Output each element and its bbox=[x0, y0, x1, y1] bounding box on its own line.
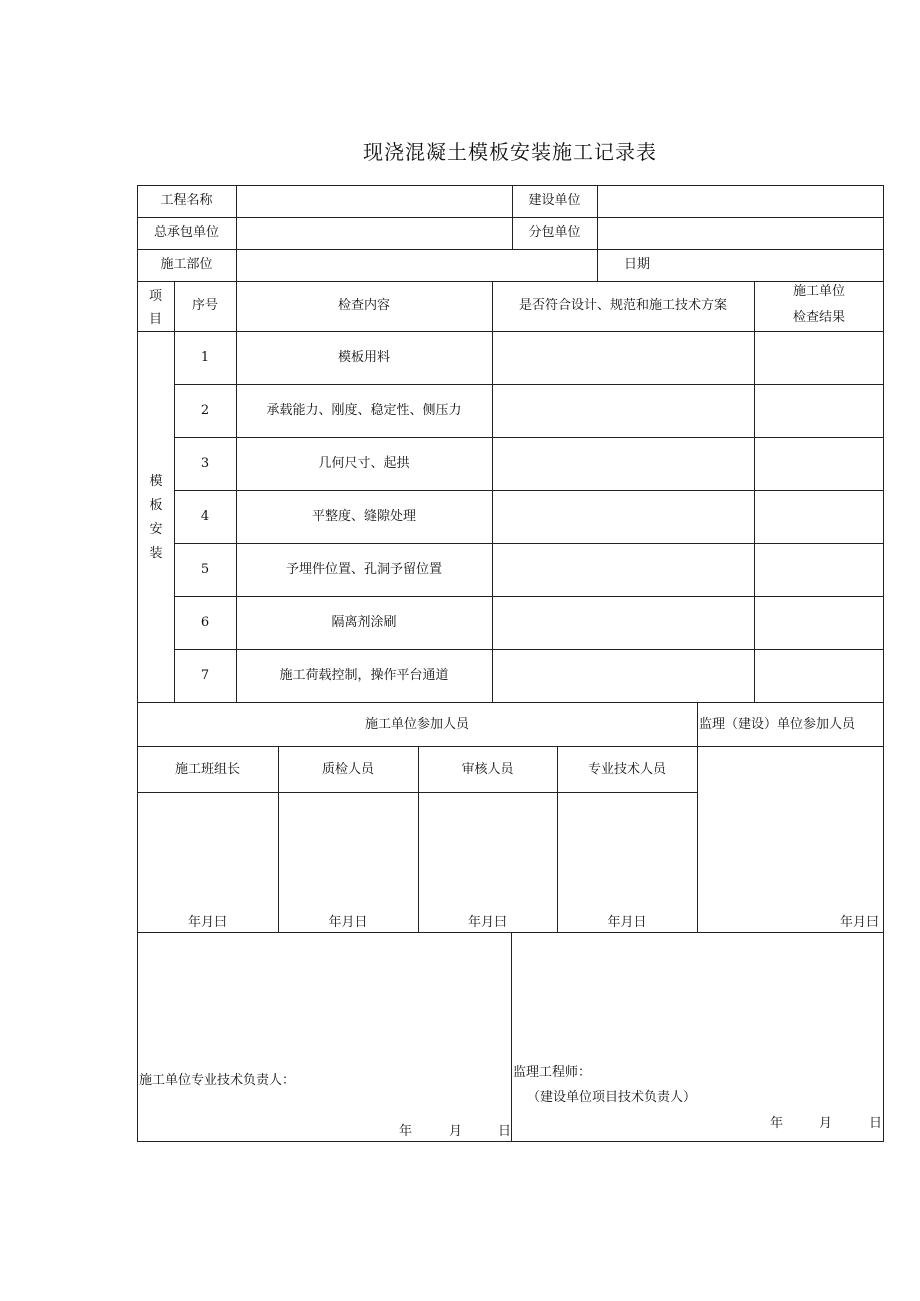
label-client: 建设单位 bbox=[528, 193, 581, 208]
label-subcontractor: 分包单位 bbox=[528, 225, 581, 240]
role-quality-inspector: 质检人员 bbox=[321, 762, 374, 777]
construction-participants-header: 施工单位参加人员 bbox=[364, 717, 469, 732]
grid-line bbox=[174, 649, 884, 650]
label-project-name: 工程名称 bbox=[160, 193, 213, 208]
row-content: 隔离剂涂刷 bbox=[331, 615, 397, 630]
row-no: 5 bbox=[200, 562, 210, 577]
role-team-leader: 施工班组长 bbox=[174, 762, 240, 777]
row-content: 几何尺寸、起拱 bbox=[318, 456, 410, 471]
supervision-participants-header: 监理（建设）单位参加人员 bbox=[699, 717, 856, 732]
col-seq: 序号 bbox=[191, 298, 218, 313]
date-field: 年月日 bbox=[328, 915, 368, 930]
grid-line bbox=[174, 596, 884, 597]
role-technical-staff: 专业技术人员 bbox=[587, 762, 666, 777]
row-content: 予埋件位置、孔洞予留位置 bbox=[285, 562, 442, 577]
row-no: 6 bbox=[200, 615, 210, 630]
grid-line bbox=[174, 384, 884, 385]
category-char: 装 bbox=[149, 546, 163, 561]
supervision-engineer-label: 监理工程师： bbox=[513, 1065, 592, 1080]
row-content: 平整度、缝隙处理 bbox=[311, 509, 416, 524]
row-content: 承载能力、刚度、稳定性、侧压力 bbox=[266, 403, 462, 418]
row-no: 4 bbox=[200, 509, 210, 524]
grid-line bbox=[137, 331, 884, 332]
col-compliance: 是否符合设计、规范和施工技术方案 bbox=[518, 298, 727, 313]
row-no: 1 bbox=[200, 350, 210, 365]
col-result-line1: 施工单位 bbox=[792, 284, 845, 299]
category-char: 板 bbox=[149, 498, 163, 513]
grid-line bbox=[174, 281, 175, 702]
row-no: 7 bbox=[200, 668, 210, 683]
role-reviewer: 审核人员 bbox=[461, 762, 514, 777]
date-field: 年月曰 bbox=[467, 915, 507, 930]
row-content: 模板用料 bbox=[337, 350, 390, 365]
grid-line bbox=[137, 746, 884, 747]
date-month: 月 bbox=[819, 1116, 833, 1131]
grid-line bbox=[754, 281, 755, 702]
category-label bbox=[138, 470, 174, 566]
construction-tech-lead-label: 施工单位专业技术负责人： bbox=[139, 1073, 296, 1088]
col-item-top: 项 bbox=[148, 289, 162, 304]
category-char: 安 bbox=[149, 522, 163, 537]
grid-line bbox=[137, 792, 697, 793]
date-day: 日 bbox=[869, 1116, 883, 1131]
col-result-line2: 检查结果 bbox=[792, 310, 845, 325]
col-item-bottom: 目 bbox=[148, 312, 162, 327]
col-content: 检查内容 bbox=[337, 298, 390, 313]
date-day: 日 bbox=[498, 1124, 512, 1139]
grid-line bbox=[697, 702, 698, 932]
label-date: 日期 bbox=[624, 257, 651, 272]
row-no: 3 bbox=[200, 456, 210, 471]
date-year: 年 bbox=[770, 1116, 784, 1131]
grid-line bbox=[174, 543, 884, 544]
label-general-contractor: 总承包单位 bbox=[153, 225, 219, 240]
label-location: 施工部位 bbox=[160, 257, 213, 272]
grid-line bbox=[492, 281, 493, 702]
date-month: 月 bbox=[449, 1124, 463, 1139]
date-year: 年 bbox=[399, 1124, 413, 1139]
date-field: 年月曰 bbox=[840, 915, 880, 930]
date-field: 年月曰 bbox=[187, 915, 227, 930]
grid-line bbox=[597, 185, 598, 281]
row-no: 2 bbox=[200, 403, 210, 418]
grid-line bbox=[511, 932, 512, 1142]
grid-line bbox=[174, 490, 884, 491]
row-content: 施工荷载控制，操作平台通道 bbox=[279, 668, 449, 683]
page-title: 现浇混凝土模板安装施工记录表 bbox=[363, 140, 657, 164]
date-field: 年月日 bbox=[607, 915, 647, 930]
grid-line bbox=[137, 249, 884, 250]
client-tech-lead-label: （建设单位项目技术负责人） bbox=[527, 1090, 697, 1105]
grid-line bbox=[174, 437, 884, 438]
grid-line bbox=[137, 281, 884, 282]
grid-line bbox=[137, 217, 884, 218]
category-char: 模 bbox=[149, 474, 163, 489]
grid-line bbox=[137, 702, 884, 703]
